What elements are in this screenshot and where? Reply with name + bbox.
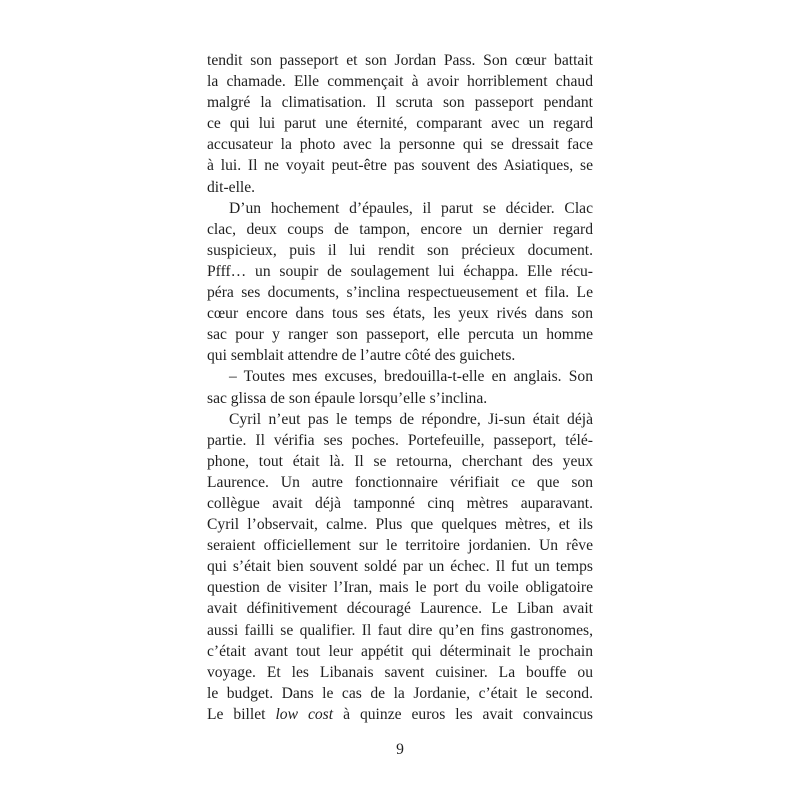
text-line: Laurence. Un autre fonctionnaire vérifiait ce que son <box>207 473 593 491</box>
italic-text: low cost <box>275 705 334 723</box>
text-line: suspicieux, puis il lui rendit son précieux document. <box>207 241 593 259</box>
body-text <box>207 50 593 725</box>
dialogue-line: – Toutes mes excuses, bredouilla-t-elle en anglais. Son <box>229 368 593 386</box>
text-line: le budget. Dans le cas de la Jordanie, c’était le second. <box>207 684 593 702</box>
paragraph-start-line: D’un hochement d’épaules, il parut se décider. Clac <box>229 199 593 217</box>
text-line: c’était avant tout leur appétit qui déterminait le prochain <box>207 642 593 660</box>
paragraph-end-line: sac glissa de son épaule lorsqu’elle s’inclina. <box>207 389 488 407</box>
text-line: phone, tout était là. Il se retourna, cherchant des yeux <box>207 452 593 470</box>
text-line: avait définitivement découragé Laurence. Le Liban avait <box>207 600 593 618</box>
text-line: qui s’était bien souvent soldé par un échec. Il fut un temps <box>207 558 593 576</box>
text-line: clac, deux coups de tampon, encore un dernier regard <box>207 220 593 238</box>
text-line: la chamade. Elle commençait à avoir horriblement chaud <box>207 73 593 91</box>
text-fragment: à quinze euros les avait convaincus <box>333 705 593 723</box>
text-line: ce qui lui parut une éternité, comparant avec un regard <box>207 115 593 133</box>
text-line: voyage. Et les Libanais savent cuisiner. La bouffe ou <box>207 663 593 681</box>
text-line: tendit son passeport et son Jordan Pass. Son cœur battait <box>207 52 593 69</box>
text-line: sac pour y ranger son passeport, elle percuta un homme <box>207 326 593 344</box>
text-line: aussi failli se qualifier. Il faut dire qu’en fins gastronomes, <box>207 621 593 639</box>
text-line <box>207 704 593 725</box>
text-line: collègue avait déjà tamponné cinq mètres auparavant. <box>207 494 593 512</box>
paragraph-end-line: qui semblait attendre de l’autre côté des guichets. <box>207 347 516 365</box>
paragraph-end-line: dit-elle. <box>207 178 256 196</box>
text-line: malgré la climatisation. Il scruta son passeport pendant <box>207 94 593 112</box>
text-line: Cyril l’observait, calme. Plus que quelques mètres, et ils <box>207 516 593 534</box>
page-number: 9 <box>396 741 404 758</box>
text-line: cœur encore dans tous ses états, les yeux rivés dans son <box>207 305 593 323</box>
text-line: seraient officiellement sur le territoire jordanien. Un rêve <box>207 537 593 555</box>
paragraph-start-line: Cyril n’eut pas le temps de répondre, Ji-sun était déjà <box>229 410 593 428</box>
text-line: accusateur la photo avec la personne qui se dressait face <box>207 136 593 154</box>
text-fragment: Le billet <box>207 705 276 723</box>
text-line: péra ses documents, s’inclina respectueusement et fila. Le <box>207 284 593 302</box>
text-line: question de visiter l’Iran, mais le port du voile obligatoire <box>207 579 593 597</box>
text-line: à lui. Il ne voyait peut-être pas souvent des Asiatiques, se <box>207 157 593 175</box>
text-line: Pfff… un soupir de soulagement lui échappa. Elle récu- <box>207 262 593 280</box>
text-line: partie. Il vérifia ses poches. Portefeuille, passeport, télé- <box>207 431 593 449</box>
